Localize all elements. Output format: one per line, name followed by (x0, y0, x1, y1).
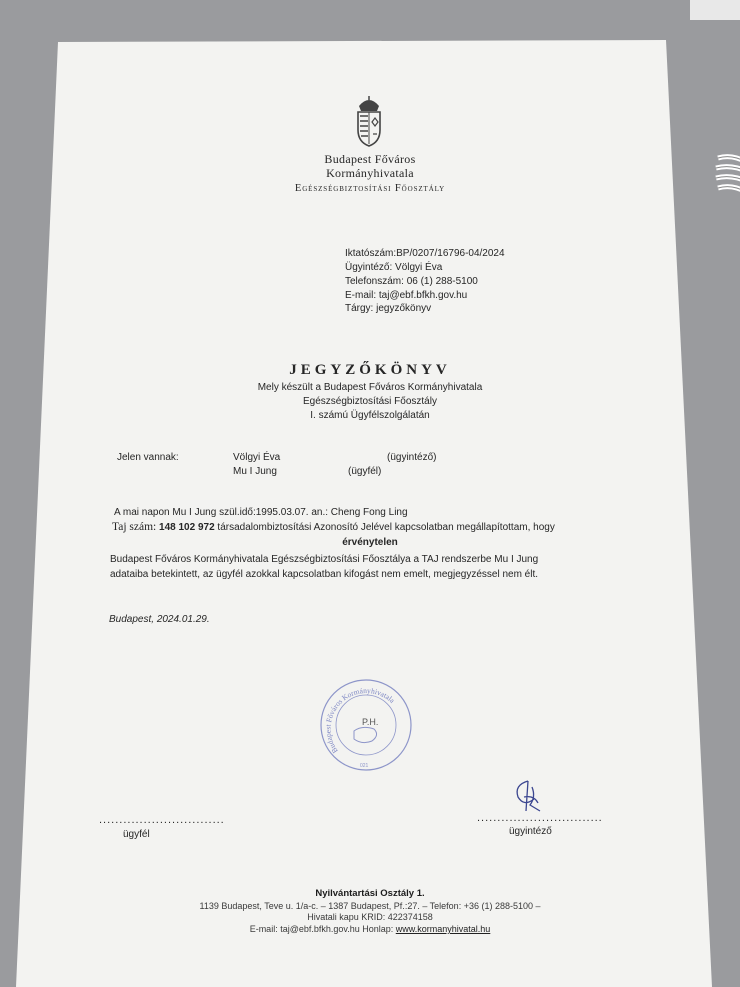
footer-krid: Hivatali kapu KRID: 422374158 (307, 912, 433, 922)
body-line2-rest: társadalombiztosítási Azonosító Jelével kapcsolatban megállapítottam, hogy (217, 522, 555, 533)
attendee-officer-role: (ügyintéző) (387, 452, 437, 463)
org-name-line2: Kormányhivatala (326, 166, 414, 180)
attendee-client-role: (ügyfél) (348, 466, 382, 477)
body-line1: A mai napon Mu I Jung szül.idő:1995.03.07. an.: Cheng Fong Ling (114, 507, 408, 518)
coat-of-arms-icon (352, 96, 386, 152)
stamp-center-text: P.H. (362, 717, 379, 727)
department-name: Egészségbiztosítási Főosztály (294, 183, 446, 194)
body-line2 (112, 521, 555, 533)
background-object (690, 0, 740, 20)
subtitle-line1: Mely készült a Budapest Főváros Kormányhivatala (257, 382, 483, 393)
svg-text:Budapest Főváros Kormányhivata (323, 686, 397, 755)
stamp-ring-text: Budapest Főváros Kormányhivatala (323, 685, 397, 756)
case-officer: Ügyintéző: Völgyi Éva (345, 262, 443, 273)
footer-address: 1139 Budapest, Teve u. 1/a-c. – 1387 Budapest, Pf.:27. – Telefon: +36 (1) 288-5100 – (199, 901, 541, 911)
registration-number: Iktatószám:BP/0207/16796-04/2024 (345, 248, 505, 259)
body-line3: Budapest Főváros Kormányhivatala Egészségbiztosítási Főosztálya a TAJ rendszerbe Mu I Jung (110, 554, 539, 565)
officer-signature-line: ............................... (477, 812, 603, 824)
subtitle-line2: Egészségbiztosítási Főosztály (303, 396, 437, 407)
taj-label: Taj szám: (112, 521, 157, 533)
stamp-number: 021 (360, 763, 369, 769)
email-address: E-mail: taj@ebf.bfkh.gov.hu (345, 290, 468, 301)
footer-contact (0, 924, 740, 934)
footer-email: E-mail: taj@ebf.bfkh.gov.hu Honlap: (249, 924, 394, 934)
client-signature-label: ügyfél (123, 829, 150, 840)
subject: Tárgy: jegyzőkönyv (345, 303, 432, 314)
subtitle-line3: I. számú Ügyfélszolgálatán (310, 410, 430, 421)
official-stamp (318, 677, 414, 773)
status-invalid: érvénytelen (342, 537, 398, 548)
body-line4: adataiba betekintett, az ügyfél azokkal kapcsolatban kifogást nem emelt, megjegyzéssel nem élt. (110, 569, 539, 580)
attendee-officer-name: Völgyi Éva (233, 452, 281, 463)
attendees-label: Jelen vannak: (117, 452, 179, 463)
org-name-line1: Budapest Főváros (324, 152, 416, 166)
phone-number: Telefonszám: 06 (1) 288-5100 (345, 276, 478, 287)
officer-signature (510, 777, 554, 817)
client-signature-line: ............................... (99, 814, 225, 826)
place-and-date: Budapest, 2024.01.29. (109, 614, 210, 625)
footer-unit: Nyilvántartási Osztály 1. (315, 888, 425, 899)
taj-number: 148 102 972 (159, 522, 215, 533)
document-title: JEGYZŐKÖNYV (289, 362, 451, 378)
attendee-client-name: Mu I Jung (233, 466, 277, 477)
officer-signature-label: ügyintéző (509, 826, 552, 837)
footer-website-link[interactable]: www.kormanyhivatal.hu (395, 924, 491, 934)
